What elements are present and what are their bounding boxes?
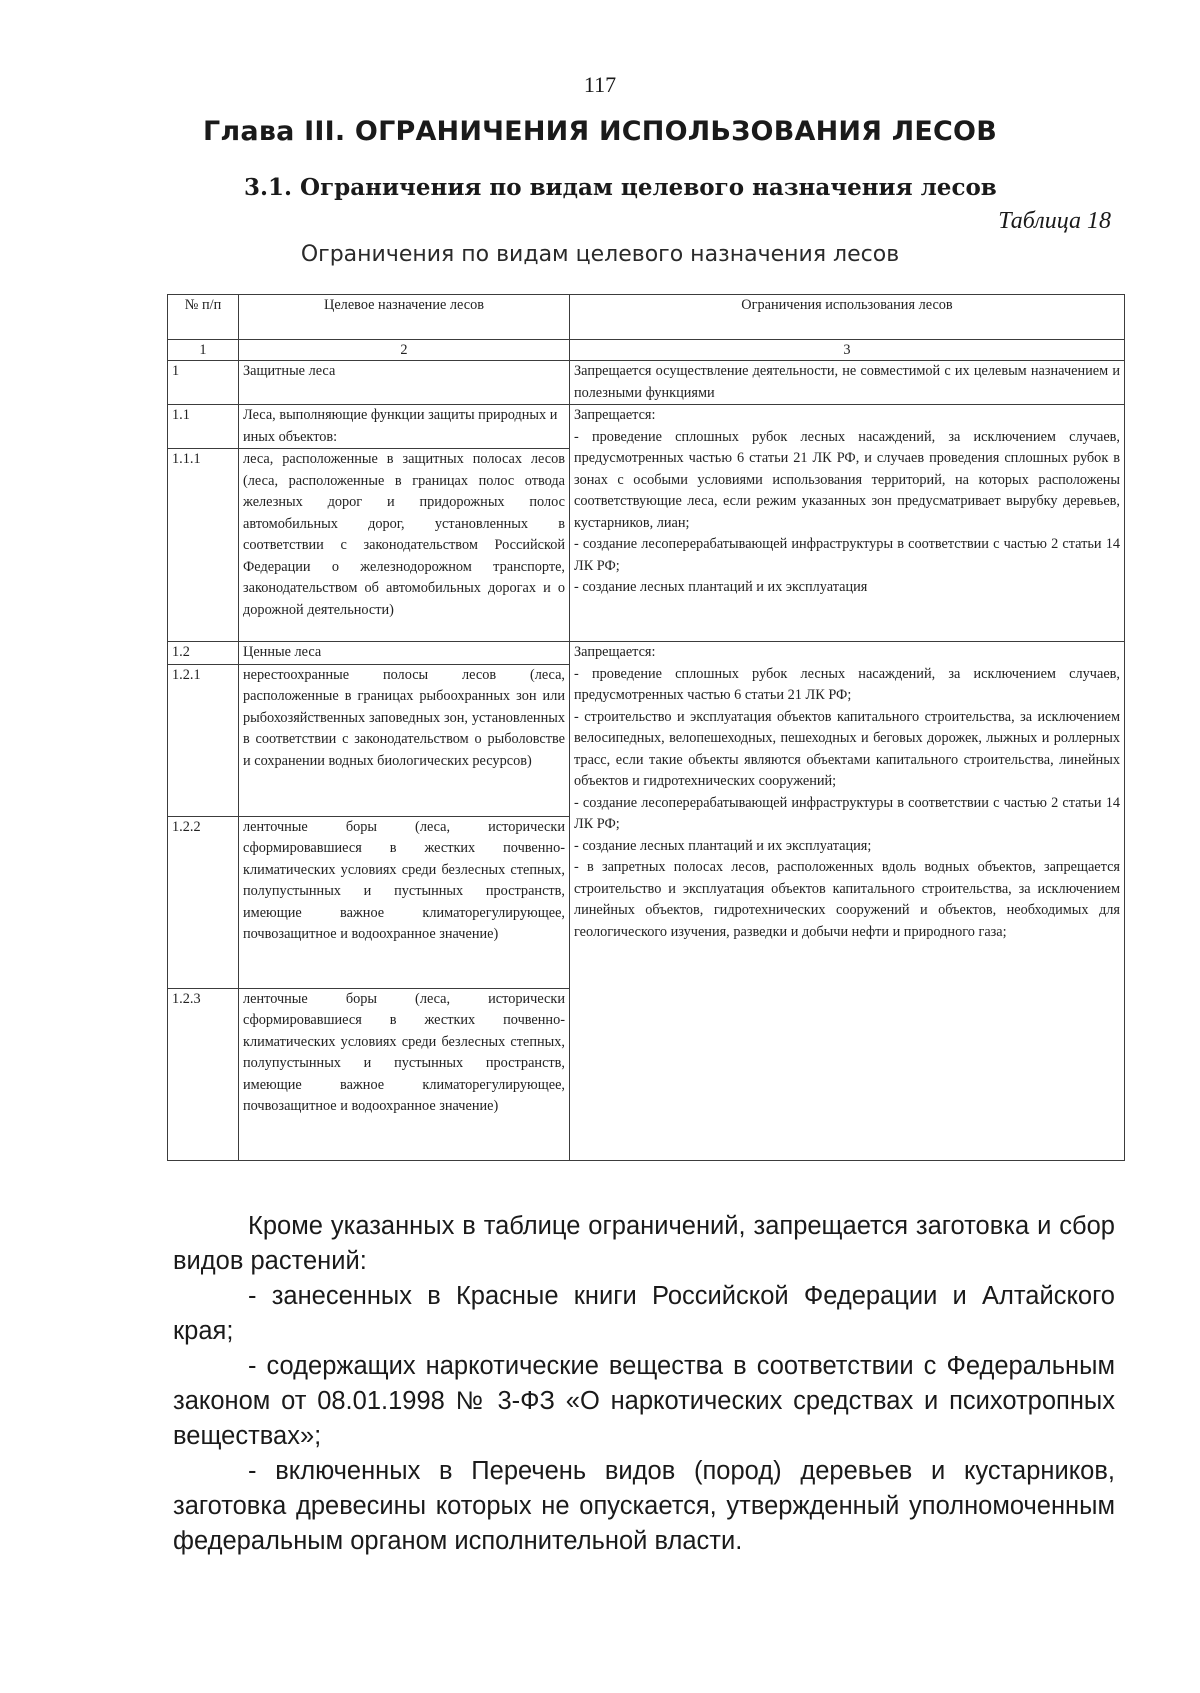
row-purpose: Леса, выполняющие функции защиты природных и иных объектов: [239, 405, 570, 449]
row-restrictions [570, 642, 1125, 1161]
row-number: 1.2.2 [168, 816, 239, 988]
column-number: 3 [570, 340, 1125, 361]
row-purpose: Защитные леса [239, 361, 570, 405]
row-restrictions [570, 405, 1125, 642]
row-purpose: леса, расположенные в защитных полосах лесов (леса, расположенные в границах полос отвода железных дорог и придорожных полос автомобильных дорог, установленных в соответствии с законодательством Российской Федерации о железнодорожном транспорте, законодательством об автомобильных дорогах и о дорожной деятельности) [239, 449, 570, 642]
row-number: 1.2.1 [168, 664, 239, 816]
row-number: 1 [168, 361, 239, 405]
row-purpose: Ценные леса [239, 642, 570, 665]
row-number: 1.1.1 [168, 449, 239, 642]
column-number: 1 [168, 340, 239, 361]
row-number: 1.1 [168, 405, 239, 449]
restriction-line: - строительство и эксплуатация объектов капитального строительства, за исключением велосипедных, велопешеходных, пешеходных и беговых дорожек, лыжных и роллерных трасс, если такие объекты являются объектами капитального строительства, линейных объектов и гидротехнических сооружений; [574, 708, 1120, 789]
header-number: № п/п [168, 295, 239, 340]
restriction-line: - создание лесоперерабатывающей инфраструктуры в соответствии с частью 2 статьи 14 ЛК РФ; [574, 536, 1120, 574]
restriction-line: Запрещается: [574, 644, 656, 660]
header-purpose: Целевое назначение лесов [239, 295, 570, 340]
section-title: 3.1. Ограничения по видам целевого назначения лесов [244, 174, 997, 201]
restriction-line: - проведение сплошных рубок лесных насаждений, за исключением случаев, предусмотренных частью 6 статьи 21 ЛК РФ; [574, 665, 1120, 703]
table-header-row [168, 295, 1125, 340]
header-restrictions: Ограничения использования лесов [570, 295, 1125, 340]
table-row [168, 642, 1125, 665]
row-restrictions: Запрещается осуществление деятельности, не совместимой с их целевым назначением и полезными функциями [570, 361, 1125, 405]
restriction-line: - создание лесоперерабатывающей инфраструктуры в соответствии с частью 2 статьи 14 ЛК РФ; [574, 794, 1120, 832]
restriction-line: - создание лесных плантаций и их эксплуатация [574, 579, 868, 595]
row-purpose: ленточные боры (леса, исторически сформировавшиеся в жестких почвенно-климатических условиях среди безлесных степных, полупустынных и пустынных пространств, имеющие важное климаторегулирующее, почвозащитное и водоохранное значение) [239, 988, 570, 1160]
chapter-title: Глава III. ОГРАНИЧЕНИЯ ИСПОЛЬЗОВАНИЯ ЛЕСОВ [203, 116, 997, 147]
table-caption: Ограничения по видам целевого назначения лесов [300, 242, 900, 267]
paragraph: Кроме указанных в таблице ограничений, запрещается заготовка и сбор видов растений: [173, 1212, 1115, 1275]
page-number: 117 [583, 72, 617, 97]
table-row [168, 361, 1125, 405]
row-number: 1.2 [168, 642, 239, 665]
restriction-line: Запрещается: [574, 407, 656, 423]
row-number: 1.2.3 [168, 988, 239, 1160]
row-purpose: ленточные боры (леса, исторически сформировавшиеся в жестких почвенно-климатических условиях среди безлесных степных, полупустынных и пустынных пространств, имеющие важное климаторегулирующее, почвозащитное и водоохранное значение) [239, 816, 570, 988]
paragraph: - включенных в Перечень видов (пород) деревьев и кустарников, заготовка древесины которых не опускается, утвержденный уполномоченным федеральным органом исполнительной власти. [173, 1457, 1115, 1555]
restriction-line: - проведение сплошных рубок лесных насаждений, за исключением случаев, предусмотренных частью 6 статьи 21 ЛК РФ, и случаев проведения сплошных рубок в зонах с особыми условиями использования территорий, на которых расположены соответствующие леса, если режим указанных зон предусматривает вырубку деревьев, кустарников, лиан; [574, 428, 1120, 531]
column-number-row [168, 340, 1125, 361]
restrictions-table [167, 294, 1125, 1161]
row-purpose: нерестоохранные полосы лесов (леса, расположенные в границах рыбоохранных зон или рыбохозяйственных заповедных зон, установленных в соответствии с законодательством о рыболовстве и сохранении водных биологических ресурсов) [239, 664, 570, 816]
paragraph: - занесенных в Красные книги Российской Федерации и Алтайского края; [173, 1282, 1115, 1345]
column-number: 2 [239, 340, 570, 361]
body-text [173, 1209, 1115, 1559]
restriction-line: - в запретных полосах лесов, расположенных вдоль водных объектов, запрещается строительство и эксплуатация объектов капитального строительства, за исключением линейных объектов, гидротехнических сооружений и объектов, необходимых для геологического изучения, разведки и добычи нефти и природного газа; [574, 859, 1120, 940]
table-row [168, 405, 1125, 449]
restriction-line: - создание лесных плантаций и их эксплуатация; [574, 837, 872, 854]
paragraph: - содержащих наркотические вещества в соответствии с Федеральным законом от 08.01.1998 № 3-ФЗ «О наркотических средствах и психотропных веществах»; [173, 1352, 1115, 1450]
table-label: Таблица 18 [998, 208, 1111, 234]
